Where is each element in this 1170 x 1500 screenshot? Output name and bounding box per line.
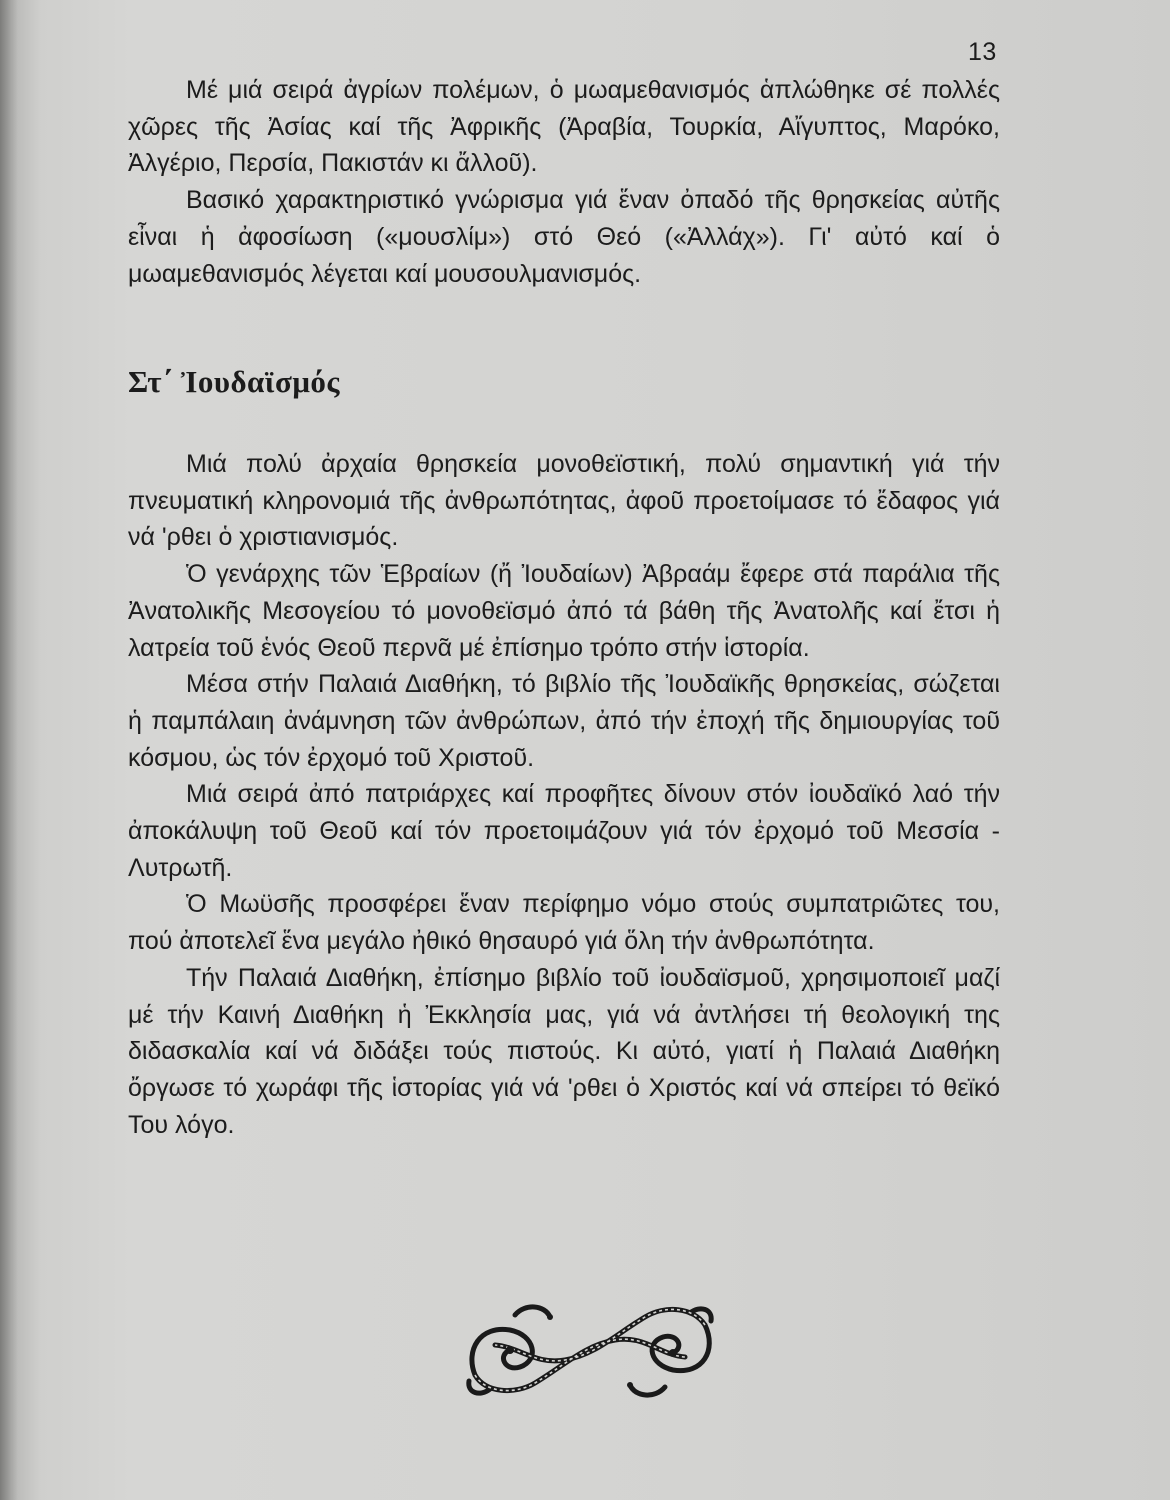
section-heading: Στ΄ Ἰουδαϊσμός [128, 364, 340, 399]
section-paragraph-5: Ὁ Μωϋσῆς προσφέρει ἕναν περίφημο νόμο στούς συμπατριῶτες του, πού ἀποτελεῖ ἕνα μεγάλο ἠθικό θησαυρό γιά ὅλη τήν ἀνθρωπότητα. [128, 890, 1000, 956]
book-spine-shadow [0, 0, 18, 1500]
decorative-scroll-ornament-icon [455, 1295, 725, 1405]
section-paragraph-6: Τήν Παλαιά Διαθήκη, ἐπίσημο βιβλίο τοῦ ἰουδαϊσμοῦ, χρησιμοποιεῖ μαζί μέ τήν Καινή Διαθήκη ἡ Ἐκκλησία μας, γιά νά ἀντλήσει τή θεολογική της διδασκαλία καί νά διδάξει τούς πιστούς. Κι αὐτό, γιατί ἡ Παλαιά Διαθήκη ὄργωσε τό χωράφι τῆς ἱστορίας γιά νά 'ρθει ὁ Χριστός καί νά σπείρει τό θεϊκό Του λόγο. [128, 963, 1000, 1139]
intro-paragraph-1: Μέ μιά σειρά ἀγρίων πολέμων, ὁ μωαμεθανισμός ἁπλώθηκε σέ πολλές χῶρες τῆς Ἀσίας καί τῆς Ἀφρικῆς (Ἀραβία, Τουρκία, Αἴγυπτος, Μαρόκο, Ἀλγέριο, Περσία, Πακιστάν κι ἄλλοῦ). [128, 76, 1000, 178]
section-paragraph-2: Ὁ γενάρχης τῶν Ἑβραίων (ἤ Ἰουδαίων) Ἀβραάμ ἔφερε στά παράλια τῆς Ἀνατολικῆς Μεσογείου τό μονοθεϊσμό ἀπό τά βάθη τῆς Ἀνατολῆς καί ἔτσι ἡ λατρεία τοῦ ἑνός Θεοῦ περνᾶ μέ ἐπίσημο τρόπο στήν ἱστορία. [128, 560, 1000, 662]
section-text-block [128, 446, 1000, 1143]
intro-text-block [128, 72, 1000, 292]
page-number: 13 [968, 38, 997, 66]
section-paragraph-3: Μέσα στήν Παλαιά Διαθήκη, τό βιβλίο τῆς Ἰουδαϊκῆς θρησκείας, σώζεται ἡ παμπάλαιη ἀνάμνηση τῶν ἀνθρώπων, ἀπό τήν ἐποχή τῆς δημιουργίας τοῦ κόσμου, ὡς τόν ἐρχομό τοῦ Χριστοῦ. [128, 670, 1000, 772]
section-paragraph-1: Μιά πολύ ἀρχαία θρησκεία μονοθεϊστική, πολύ σημαντική γιά τήν πνευματική κληρονομιά τῆς ἀνθρωπότητας, ἀφοῦ προετοίμασε τό ἔδαφος γιά νά 'ρθει ὁ χριστιανισμός. [128, 450, 1000, 552]
section-paragraph-4: Μιά σειρά ἀπό πατριάρχες καί προφῆτες δίνουν στόν ἰουδαϊκό λαό τήν ἀποκάλυψη τοῦ Θεοῦ καί τόν προετοιμάζουν γιά τόν ἐρχομό τοῦ Μεσσία - Λυτρωτῆ. [128, 780, 1000, 882]
intro-paragraph-2: Βασικό χαρακτηριστικό γνώρισμα γιά ἕναν ὀπαδό τῆς θρησκείας αὐτῆς εἶναι ἡ ἀφοσίωση («μουσλίμ») στό Θεό («Ἀλλάχ»). Γι' αὐτό καί ὁ μωαμεθανισμός λέγεται καί μουσουλμανισμός. [128, 186, 1000, 288]
